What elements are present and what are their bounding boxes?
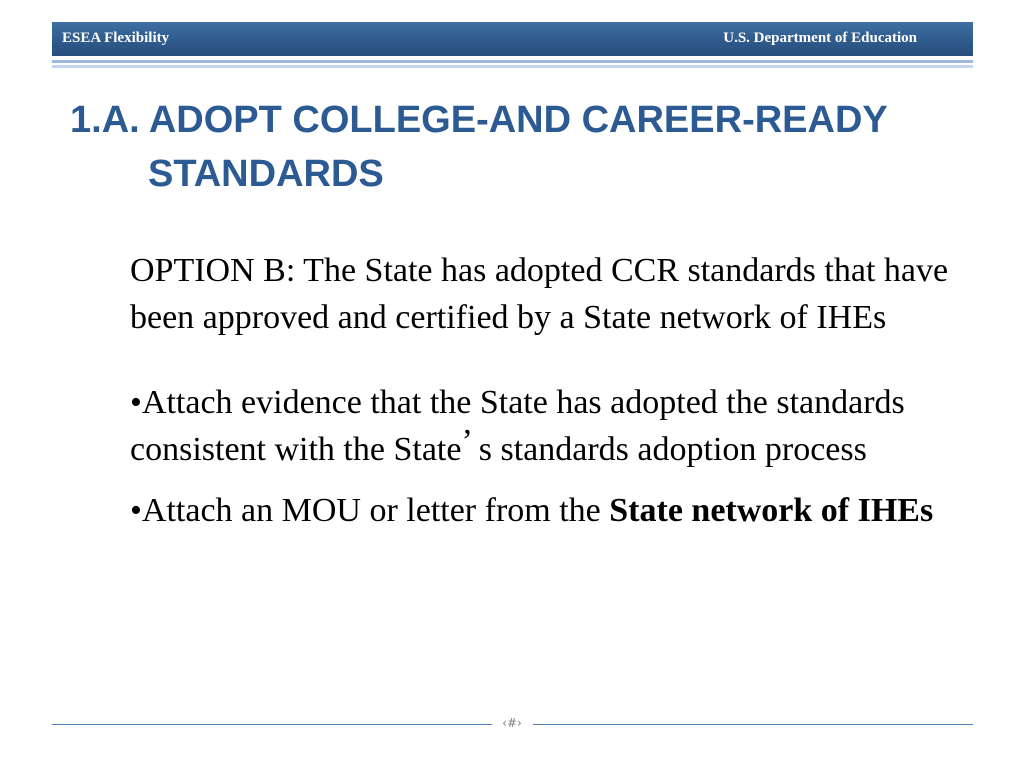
apostrophe-mark: ’ — [461, 423, 471, 460]
bullet-item-mou — [130, 487, 990, 534]
footer-divider-left — [52, 724, 492, 725]
bullet-mou-text: •Attach an MOU or letter from the — [130, 492, 610, 529]
header-divider-bottom — [52, 65, 973, 68]
header-bar — [52, 22, 973, 56]
header-divider-top — [52, 60, 973, 63]
slide-title-line-1: 1.A. ADOPT COLLEGE-AND CAREER-READY — [70, 99, 888, 141]
footer-divider-right — [533, 724, 973, 725]
bullet-evidence-text: •Attach evidence that the State has adopted the standards consistent with the State — [130, 384, 905, 468]
slide-body — [130, 247, 990, 534]
slide-title — [70, 93, 970, 201]
bullet-mou-bold-text: State network of IHEs — [609, 492, 934, 529]
header-left-label: ESEA Flexibility — [62, 30, 170, 46]
bullet-item-evidence — [130, 379, 990, 473]
slide-number: ‹#› — [502, 716, 522, 730]
option-paragraph: OPTION B: The State has adopted CCR standards that have been approved and certified by a State network of IHEs — [130, 252, 949, 336]
slide-title-line-2: STANDARDS — [148, 153, 384, 195]
bullet-evidence-text-end: s standards adoption process — [470, 431, 867, 468]
header-right-label: U.S. Department of Education — [723, 30, 917, 46]
